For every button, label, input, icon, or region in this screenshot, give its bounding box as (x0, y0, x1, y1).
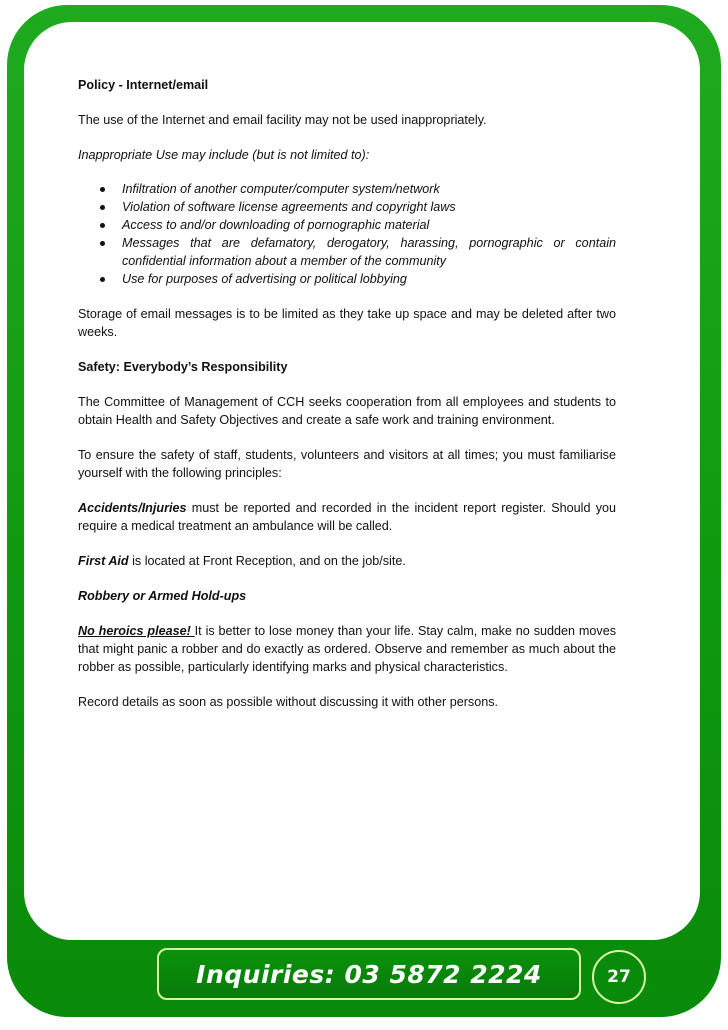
first-aid-label: First Aid (78, 554, 129, 568)
robbery-heading: Robbery or Armed Hold-ups (78, 589, 247, 603)
accidents-text: must be reported and recorded in the incident report register. Should you require a medical treatment an ambulance will be called. (78, 501, 616, 533)
list-item: Use for purposes of advertising or political lobbying (122, 270, 616, 288)
committee-paragraph: The Committee of Management of CCH seeks cooperation from all employees and students to obtain Health and Safety Objectives and create a safe work and training environment. (78, 395, 616, 427)
page-number-badge (592, 950, 646, 1004)
list-item: Infiltration of another computer/computer system/network (122, 180, 616, 198)
safety-heading: Safety: Everybody’s Responsibility (78, 360, 288, 374)
accidents-paragraph (78, 499, 616, 535)
no-heroics-label: No heroics please! (78, 624, 195, 638)
list-item: Access to and/or downloading of pornographic material (122, 216, 616, 234)
policy-heading: Policy - Internet/email (78, 78, 209, 92)
no-heroics-text: It is better to lose money than your life. Stay calm, make no sudden moves that might panic a robber and do exactly as ordered. Observe and remember as much about the robber as possible, particularly identifying marks and physical characteristics. (78, 624, 617, 674)
inappropriate-use-list (78, 180, 616, 288)
no-heroics-paragraph (78, 622, 616, 676)
list-item: Messages that are defamatory, derogatory, harassing, pornographic or contain confidential information about a member of the community (122, 236, 616, 268)
inquiries-text: Inquiries: 03 5872 2224 (196, 959, 542, 989)
accidents-label: Accidents/Injuries (78, 501, 187, 515)
inquiries-banner (157, 948, 581, 1000)
first-aid-paragraph (78, 552, 616, 570)
record-paragraph: Record details as soon as possible without discussing it with other persons. (78, 695, 499, 709)
page-number: 27 (607, 967, 631, 987)
inappropriate-use-heading: Inappropriate Use may include (but is not limited to): (78, 148, 370, 162)
storage-paragraph: Storage of email messages is to be limited as they take up space and may be deleted after two weeks. (78, 307, 616, 339)
first-aid-text: is located at Front Reception, and on the job/site. (128, 554, 406, 568)
ensure-paragraph: To ensure the safety of staff, students, volunteers and visitors at all times; you must familiarise yourself with the following principles: (78, 448, 616, 480)
policy-intro: The use of the Internet and email facility may not be used inappropriately. (78, 113, 487, 127)
list-item: Violation of software license agreements and copyright laws (122, 198, 616, 216)
document-body (78, 76, 616, 728)
